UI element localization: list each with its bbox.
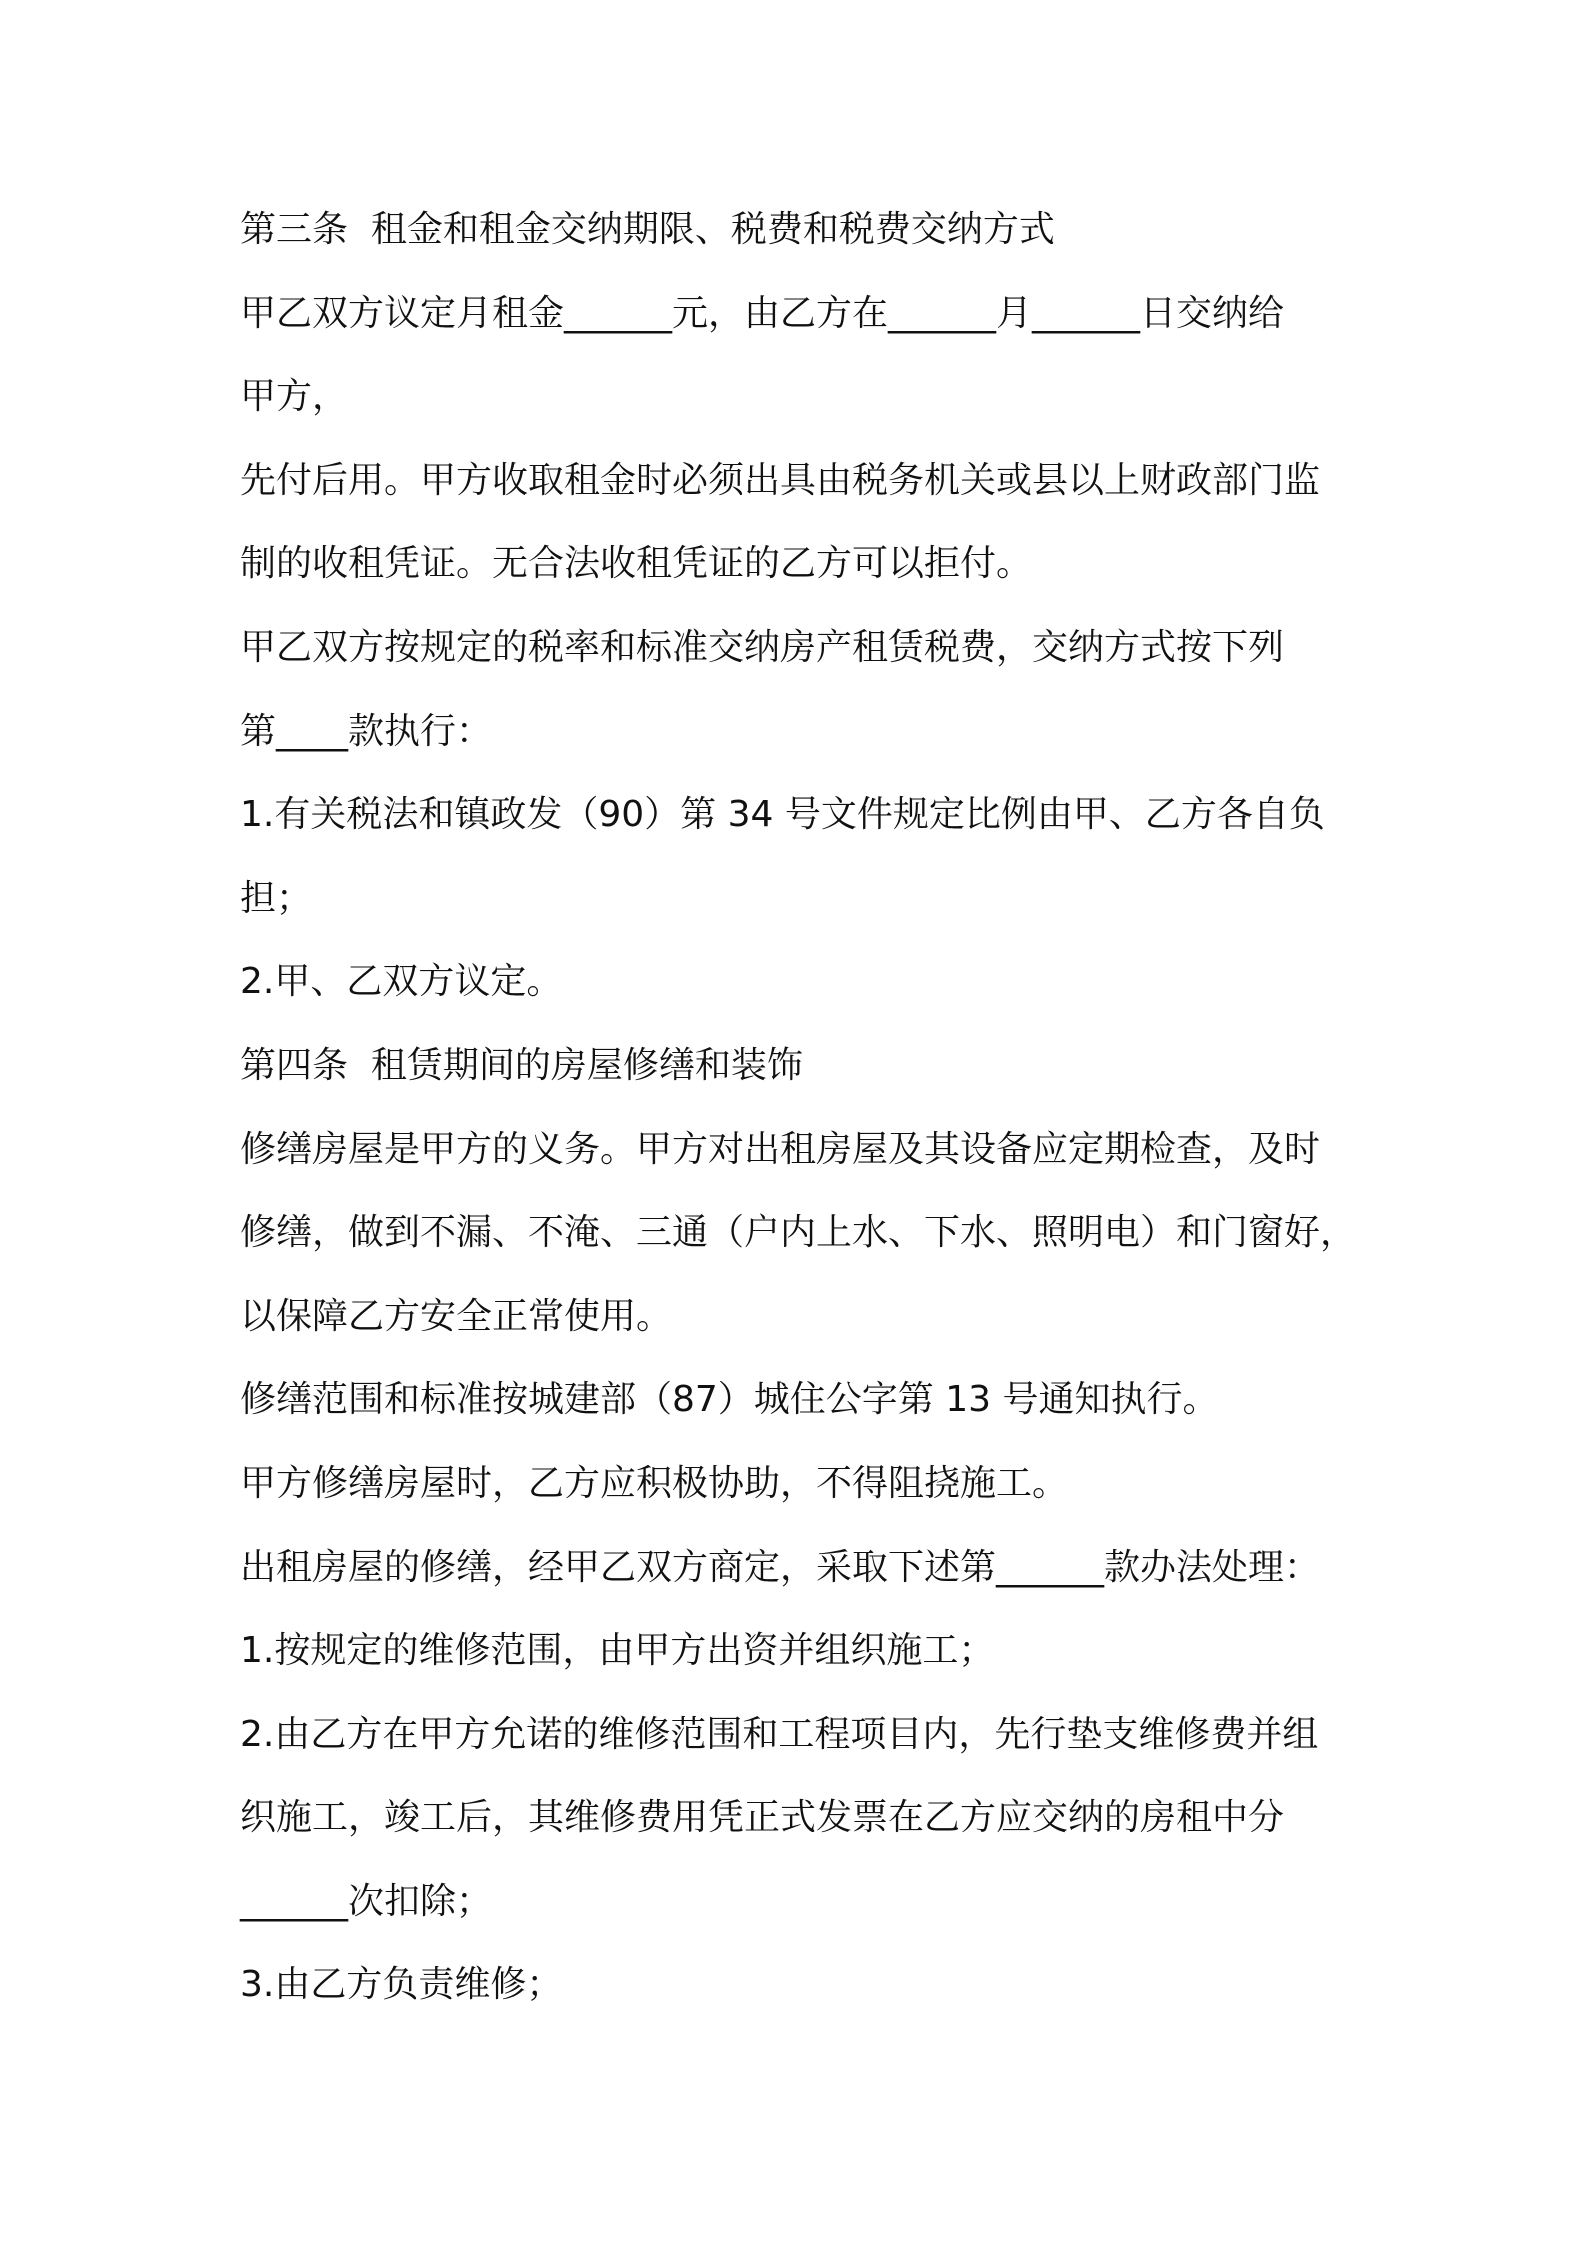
- list-item: 1.有关税法和镇政发（90）第 34 号文件规定比例由甲、乙方各自负: [240, 794, 1325, 836]
- text-line: 修缮，做到不漏、不淹、三通（户内上水、下水、照明电）和门窗好，: [240, 1212, 1357, 1254]
- text-line: 出租房屋的修缮，经甲乙双方商定，采取下述第______款办法处理：: [240, 1546, 1321, 1588]
- document-body: [240, 198, 1360, 2037]
- article-4-heading: 第四条 租赁期间的房屋修缮和装饰: [240, 1044, 803, 1086]
- text-line: 织施工，竣工后，其维修费用凭正式发票在乙方应交纳的房租中分: [240, 1797, 1285, 1839]
- text-line: 制的收租凭证。无合法收租凭证的乙方可以拒付。: [240, 543, 1033, 585]
- text-line: 担；: [240, 877, 313, 919]
- text-line: 修缮房屋是甲方的义务。甲方对出租房屋及其设备应定期检查，及时: [240, 1128, 1321, 1170]
- text-line: 以保障乙方安全正常使用。: [240, 1295, 673, 1337]
- text-line: 第____款执行：: [240, 710, 493, 752]
- list-item: 3.由乙方负责维修；: [240, 1964, 563, 2006]
- text-line: 修缮范围和标准按城建部（87）城住公字第 13 号通知执行。: [240, 1379, 1219, 1421]
- text-line: 先付后用。甲方收取租金时必须出具由税务机关或县以上财政部门监: [240, 459, 1321, 501]
- list-item: 2.由乙方在甲方允诺的维修范围和工程项目内，先行垫支维修费并组: [240, 1713, 1319, 1755]
- article-3-heading: 第三条 租金和租金交纳期限、税费和税费交纳方式: [240, 209, 1055, 250]
- list-item: 2.甲、乙双方议定。: [240, 961, 563, 1003]
- text-line: 甲方，: [240, 376, 349, 418]
- text-line: ______次扣除；: [240, 1880, 493, 1922]
- list-item: 1.按规定的维修范围，由甲方出资并组织施工；: [240, 1630, 995, 1672]
- text-line: 甲方修缮房屋时，乙方应积极协助，不得阻挠施工。: [240, 1462, 1069, 1504]
- text-line: 甲乙双方议定月租金______元，由乙方在______月______日交纳给: [240, 292, 1285, 334]
- text-line: 甲乙双方按规定的税率和标准交纳房产租赁税费，交纳方式按下列: [240, 626, 1285, 668]
